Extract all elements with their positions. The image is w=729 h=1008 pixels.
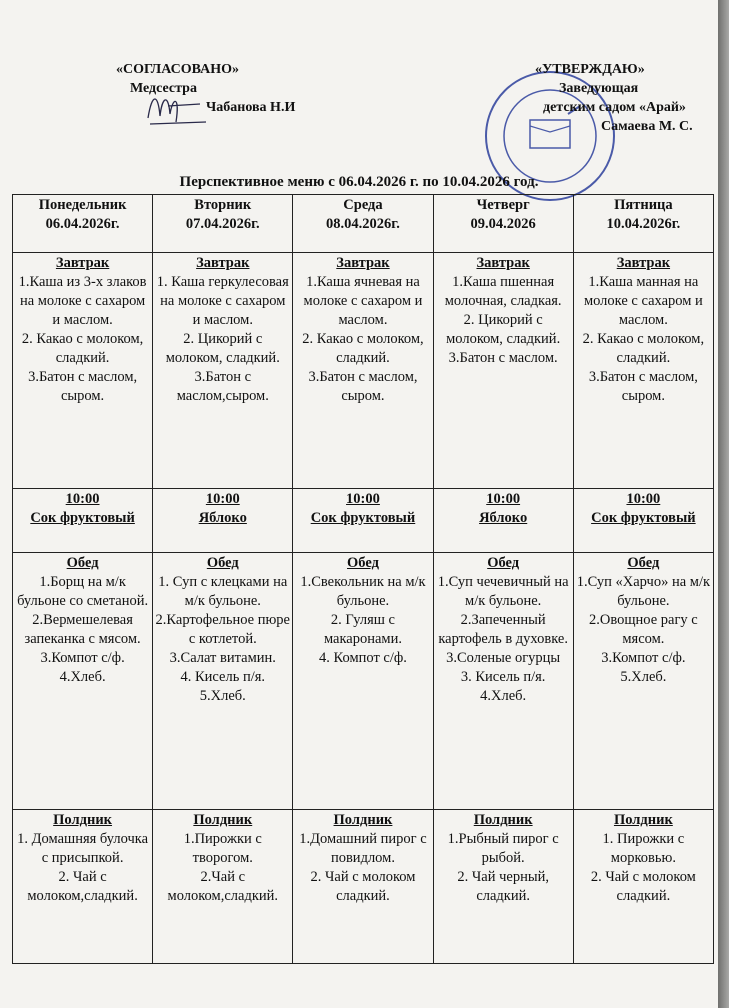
day-header-tuesday xyxy=(153,195,293,253)
meal-label: 10:00 xyxy=(65,491,100,508)
menu-items-text: 1. Пирожки с морковью. 2. Чай с молоком сладкий. xyxy=(590,830,696,904)
snack-cell xyxy=(13,489,153,553)
day-header-wednesday xyxy=(293,195,433,253)
snack-cell xyxy=(293,489,433,553)
breakfast-cell xyxy=(573,252,713,488)
day-header-friday xyxy=(573,195,713,253)
day-header-text: 10.04.2026г. xyxy=(606,216,681,232)
meal-label: Сок фруктовый xyxy=(310,510,416,527)
page-shadow-edge xyxy=(718,0,729,1008)
menu-items-text: 1.Каша манная на молоке с сахаром и маслом. 2. Какао с молоком, сладкий. 3.Батон с маслом, сыром. xyxy=(582,273,705,404)
lunch-cell xyxy=(293,552,433,809)
meal-label: Полдник xyxy=(193,811,253,828)
afternoon-snack-cell xyxy=(573,809,713,963)
menu-items-text: 1. Домашняя булочка с присыпкой. 2. Чай с молоком,сладкий. xyxy=(17,830,149,904)
day-header-text: 09.04.2026 xyxy=(470,216,536,232)
meal-label: Полдник xyxy=(53,811,113,828)
approve-label: «УТВЕРЖДАЮ» xyxy=(535,62,645,77)
afternoon-snack-cell xyxy=(293,809,433,963)
meal-label: Сок фруктовый xyxy=(591,510,696,527)
menu-items-text: 1.Каша пшенная молочная, сладкая. 2. Цикорий с молоком, сладкий. 3.Батон с маслом. xyxy=(444,273,562,366)
nurse-name: Чабанова Н.И xyxy=(206,100,296,115)
menu-items-text: 1.Свекольник на м/к бульоне. 2. Гуляш с макаронами. 4. Компот с/ф. xyxy=(300,573,426,666)
lunch-cell xyxy=(433,552,573,809)
breakfast-cell xyxy=(293,252,433,488)
meal-label: Обед xyxy=(627,554,660,571)
breakfast-cell xyxy=(153,252,293,488)
day-header-text: 06.04.2026г. xyxy=(45,216,120,232)
kindergarten-name: детским садом «Арай» xyxy=(543,100,686,115)
menu-items-text: 1.Рыбный пирог с рыбой. 2. Чай черный, сладкий. xyxy=(447,830,559,904)
meal-label: 10:00 xyxy=(486,491,521,508)
meal-label: Полдник xyxy=(613,811,673,828)
breakfast-cell xyxy=(433,252,573,488)
meal-label: Обед xyxy=(347,554,379,571)
signature-mark xyxy=(140,88,210,128)
menu-items-text: 1. Каша геркулесовая на молоке с сахаром и маслом. 2. Цикорий с молоком, сладкий. 3.Батон с маслом,сыром. xyxy=(156,273,289,404)
head-name: Самаева М. С. xyxy=(601,119,693,134)
day-header-text: Среда xyxy=(343,197,383,213)
meal-label: Завтрак xyxy=(336,254,390,271)
meal-label: 10:00 xyxy=(626,491,661,508)
menu-items-text: 1.Домашний пирог с повидлом. 2. Чай с молоком сладкий. xyxy=(299,830,427,904)
meal-label: 10:00 xyxy=(346,491,380,508)
meal-label: Завтрак xyxy=(196,254,250,271)
menu-items-text: 1.Каша из 3-х злаков на молоке с сахаром и маслом. 2. Какао с молоком, сладкий. 3.Батон с маслом, сыром. xyxy=(18,273,147,404)
meal-label: Завтрак xyxy=(616,254,671,271)
snack-cell xyxy=(573,489,713,553)
menu-items-text: 1. Суп с клецками на м/к бульоне. 2.Картофельное пюре с котлетой. 3.Салат витамин. 4. Кисель п/я. 5.Хлеб. xyxy=(155,573,290,704)
snack-cell xyxy=(153,489,293,553)
meal-label: Завтрак xyxy=(476,254,530,271)
menu-table xyxy=(12,194,714,964)
meal-label: Полдник xyxy=(333,811,393,828)
menu-items-text: 1.Каша ячневая на молоке с сахаром и маслом. 2. Какао с молоком, сладкий. 3.Батон с маслом, сыром. xyxy=(302,273,424,404)
day-header-text: Пятница xyxy=(614,197,673,213)
meal-label: Сок фруктовый xyxy=(30,510,135,527)
menu-items-text: 1.Борщ на м/к бульоне со сметаной. 2.Вермешелевая запеканка с мясом. 3.Компот с/ф. 4.Хлеб. xyxy=(17,573,149,685)
meal-label: Обед xyxy=(487,554,520,571)
breakfast-row xyxy=(13,252,714,488)
afternoon-snack-cell xyxy=(13,809,153,963)
meal-label: Яблоко xyxy=(198,510,247,527)
lunch-cell xyxy=(153,552,293,809)
meal-label: Завтрак xyxy=(55,254,110,271)
snack-row xyxy=(13,489,714,553)
day-header-thursday xyxy=(433,195,573,253)
day-header-text: Понедельник xyxy=(38,197,127,213)
meal-label: 10:00 xyxy=(205,491,240,508)
days-header-row xyxy=(13,195,714,253)
day-header-text: Четверг xyxy=(476,197,530,213)
nurse-position: Медсестра xyxy=(130,81,197,96)
lunch-row xyxy=(13,552,714,809)
breakfast-cell xyxy=(13,252,153,488)
head-position: Заведующая xyxy=(559,81,639,96)
menu-title: Перспективное меню с 06.04.2026 г. по 10.04.2026 год. xyxy=(179,174,539,190)
approved-label: «СОГЛАСОВАНО» xyxy=(116,62,239,77)
menu-items-text: 1.Суп чечевичный на м/к бульоне. 2.Запеченный картофель в духовке. 3.Соленые огурцы 3. Кисель п/я. 4.Хлеб. xyxy=(437,573,569,704)
menu-items-text: 1.Суп «Харчо» на м/к бульоне. 2.Овощное рагу с мясом. 3.Компот с/ф. 5.Хлеб. xyxy=(576,573,711,685)
afternoon-snack-cell xyxy=(433,809,573,963)
meal-label: Полдник xyxy=(473,811,533,828)
day-header-text: 08.04.2026г. xyxy=(326,216,400,232)
menu-items-text: 1.Пирожки с творогом. 2.Чай с молоком,сладкий. xyxy=(167,830,279,904)
approval-block-right xyxy=(535,60,693,136)
afternoon-snack-cell xyxy=(153,809,293,963)
lunch-cell xyxy=(573,552,713,809)
day-header-monday xyxy=(13,195,153,253)
day-header-text: 07.04.2026г. xyxy=(185,216,260,232)
meal-label: Обед xyxy=(66,554,99,571)
snack-cell xyxy=(433,489,573,553)
afternoon-snack-row xyxy=(13,809,714,963)
meal-label: Яблоко xyxy=(479,510,528,527)
meal-label: Обед xyxy=(206,554,239,571)
day-header-text: Вторник xyxy=(194,197,252,213)
lunch-cell xyxy=(13,552,153,809)
